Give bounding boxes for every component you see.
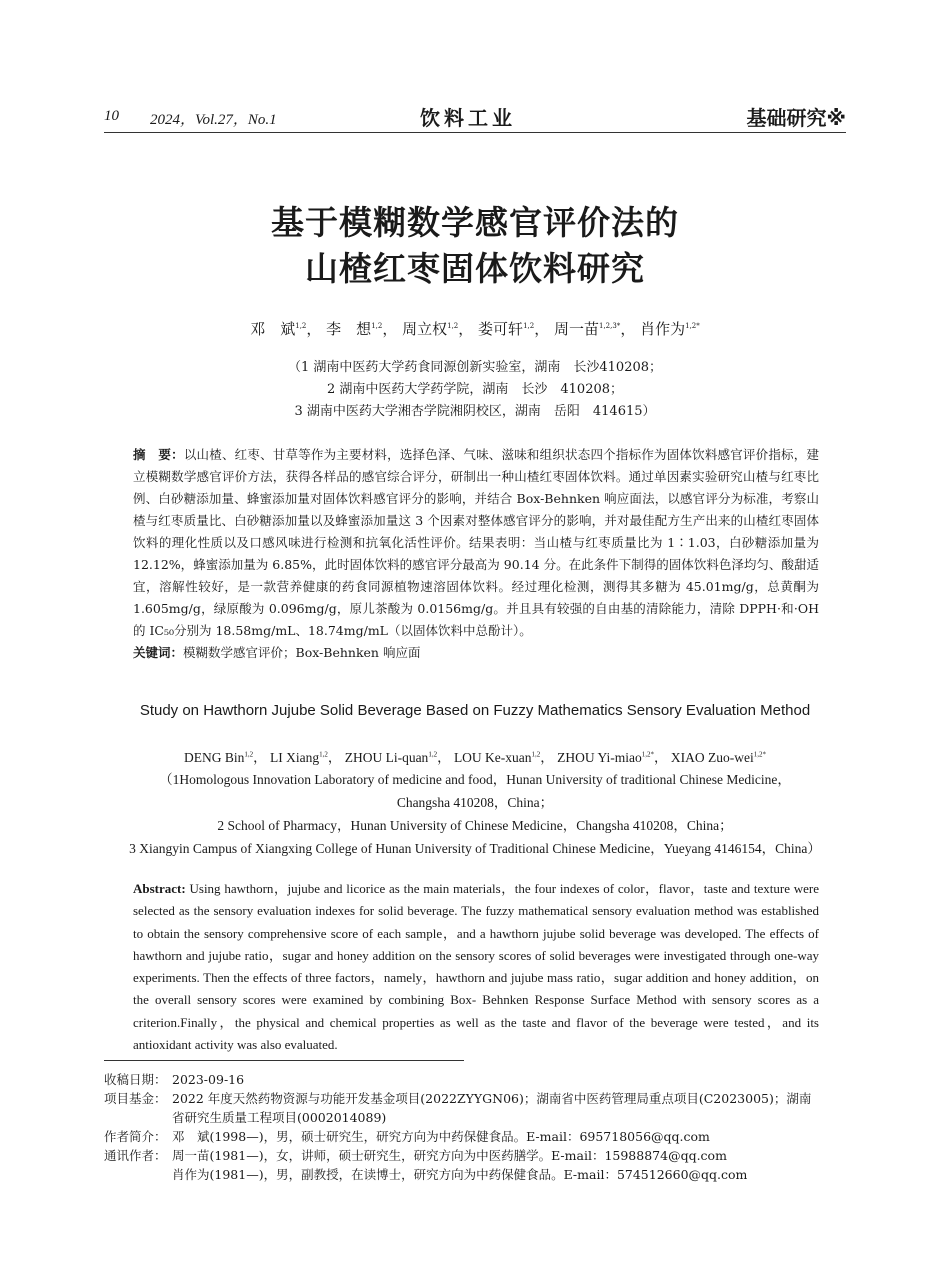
author: 周立权$^{1,2}$ bbox=[402, 320, 459, 338]
keywords-label: 关键词： bbox=[133, 645, 184, 660]
abstract-label: Abstract: bbox=[133, 881, 186, 896]
affiliation-line: 2 School of Pharmacy，Hunan University of Chinese Medicine，Changsha 410208，China； bbox=[217, 818, 733, 833]
affiliations-cn bbox=[0, 357, 950, 423]
paper-title-en: Study on Hawthorn Jujube Solid Beverage Based on Fuzzy Mathematics Sensory Evaluation Method bbox=[139, 702, 811, 719]
abstract-en bbox=[133, 878, 819, 1056]
author: 李 想$^{1,2}$ bbox=[326, 320, 383, 338]
issue-info: 2024，Vol.27，No.1 bbox=[150, 112, 277, 128]
page-header bbox=[0, 100, 950, 136]
author: ZHOU Li-quan$^{1,2}$ bbox=[344, 750, 438, 765]
author: ZHOU Yi-miao$^{1,2*}$ bbox=[557, 750, 655, 765]
author: 邓 斌$^{1,2}$ bbox=[250, 320, 307, 338]
journal-name: 饮料工业 bbox=[420, 106, 516, 130]
abstract-cn bbox=[133, 444, 819, 664]
header-rule bbox=[104, 132, 846, 133]
affiliation-line: 2 湖南中医药大学药学院，湖南 长沙 410208； bbox=[326, 382, 624, 397]
author: DENG Bin$^{1,2}$ bbox=[183, 750, 254, 765]
author: 娄可轩$^{1,2}$ bbox=[478, 320, 535, 338]
authors-en: DENG Bin$^{1,2}$， LI Xiang$^{1,2}$， ZHOU Li-quan$^{1,2}$， LOU Ke-xuan$^{1,2}$， ZHOU Yi-miao$^{1,2*}$， XIAO Zuo-wei$^{1,2*}$ bbox=[183, 750, 767, 765]
affiliation-line: （1 湖南中医药大学药食同源创新实验室，湖南 长沙410208； bbox=[287, 360, 663, 375]
paper-title-line-1: 基于模糊数学感官评价法的 bbox=[271, 203, 679, 242]
footnote-corresponding: 通讯作者： 周一苗(1981—)，女，讲师，硕士研究生，研究方向为中医药膳学。E-mail：15988874@qq.com 肖作为(1981—)，男，副教授，在读博士，研究方向为中药保健食品。E-mail：574512660@qq.com bbox=[104, 1148, 748, 1182]
author: LOU Ke-xuan$^{1,2}$ bbox=[453, 750, 541, 765]
footnote-rule bbox=[104, 1060, 464, 1061]
page-number: 10 bbox=[104, 108, 119, 124]
abstract-text: 以山楂、红枣、甘草等作为主要材料，选择色泽、气味、滋味和组织状态四个指标作为固体饮料感官评价指标，建立模糊数学感官评价方法，获得各样品的感官综合评分，研制出一种山楂红枣固体饮料。通过单因素实验研究山楂与红枣比例、白砂糖添加量、蜂蜜添加量对固体饮料感官评分的影响，并结合 Box-Behnken 响应面法，以感官评分为标准，考察山楂与红枣质量比、白砂糖添加量以及蜂蜜添加量这 3 个因素对整体感官评分的影响，并对最佳配方生产出来的山楂红枣固体饮料的理化性质以及口感风味进行检测和抗氧化活性评价。结果表明：当山楂与红枣质量比为 1∶1.03，白砂糖添加量为 12.12%，蜂蜜添加量为 6.85%，此时固体饮料的感官评分最高为 90.14 分。在此条件下制得的固体饮料色泽均匀、酸甜适宜，溶解性较好，是一款营养健康的药食同源植物速溶固体饮料。经过理化检测，测得其多糖为 45.01mg/g，总黄酮为 1.605mg/g，绿原酸为 0.096mg/g，原儿茶酸为 0.0156mg/g。并且具有较强的自由基的清除能力，清除 DPPH·和·OH 的 IC₅₀分别为 18.58mg/mL、18.74mg/mL（以固体饮料中总酚计）。 bbox=[133, 447, 819, 638]
authors-cn: 邓 斌$^{1,2}$， 李 想$^{1,2}$， 周立权$^{1,2}$， 娄可轩$^{1,2}$， 周一苗$^{1,2,3*}$， 肖作为$^{1,2*}$ bbox=[250, 320, 700, 338]
author: LI Xiang$^{1,2}$ bbox=[269, 750, 328, 765]
author: 周一苗$^{1,2,3*}$ bbox=[553, 320, 621, 338]
footnote-author-bio: 作者简介： 邓 斌(1998—)，男，硕士研究生，研究方向为中药保健食品。E-mail：695718056@qq.com bbox=[104, 1129, 710, 1144]
paper-title-line-2: 山楂红枣固体饮料研究 bbox=[305, 249, 645, 288]
footnotes bbox=[104, 1070, 854, 1184]
affiliation-line: （1Homologous Innovation Laboratory of medicine and food，Hunan University of traditional Chinese Medicine， bbox=[159, 772, 791, 787]
footnote-funding: 项目基金： 2022 年度天然药物资源与功能开发基金项目(2022ZYYGN06)；湖南省中医药管理局重点项目(C2023005)；湖南 省研究生质量工程项目(0002014089) bbox=[104, 1091, 812, 1125]
keywords-text: 模糊数学感官评价；Box-Behnken 响应面 bbox=[183, 645, 421, 660]
affiliation-line: 3 湖南中医药大学湘杏学院湘阴校区，湖南 岳阳 414615） bbox=[294, 404, 656, 419]
affiliation-line: 3 Xiangyin Campus of Xiangxing College of Hunan University of Traditional Chinese Medicine，Yueyang 4146154，China） bbox=[129, 841, 821, 856]
affiliations-en bbox=[0, 768, 950, 860]
column-name: 基础研究※ bbox=[746, 106, 846, 130]
footnote-received: 收稿日期： 2023-09-16 bbox=[104, 1072, 245, 1087]
abstract-label: 摘 要： bbox=[133, 447, 184, 462]
abstract-text: Using hawthorn，jujube and licorice as the main materials，the four indexes of color，flavor，taste and texture were selected as the sensory evaluation indexes for solid beverage. The fuzzy mathematical sensory evaluation method was established to obtain the sensory comprehensive score of each sample，and a hawthorn jujube solid beverage was developed. The effects of hawthorn and jujube ratio，sugar and honey addition on the sensory scores of solid beverages were investigated through one-way experiments. Then the effects of three factors，namely，hawthorn and jujube mass ratio，sugar addition and honey addition，on the overall sensory scores were examined by combining Box- Behnken Response Surface Method with sensory scores as a criterion.Finally，the physical and chemical properties as well as the taste and flavor of the beverage were tested，and its antioxidant activity was also evaluated. bbox=[133, 881, 819, 1053]
author: 肖作为$^{1,2*}$ bbox=[640, 320, 700, 338]
author: XIAO Zuo-wei$^{1,2*}$ bbox=[670, 750, 767, 765]
affiliation-line: Changsha 410208，China； bbox=[396, 795, 554, 810]
